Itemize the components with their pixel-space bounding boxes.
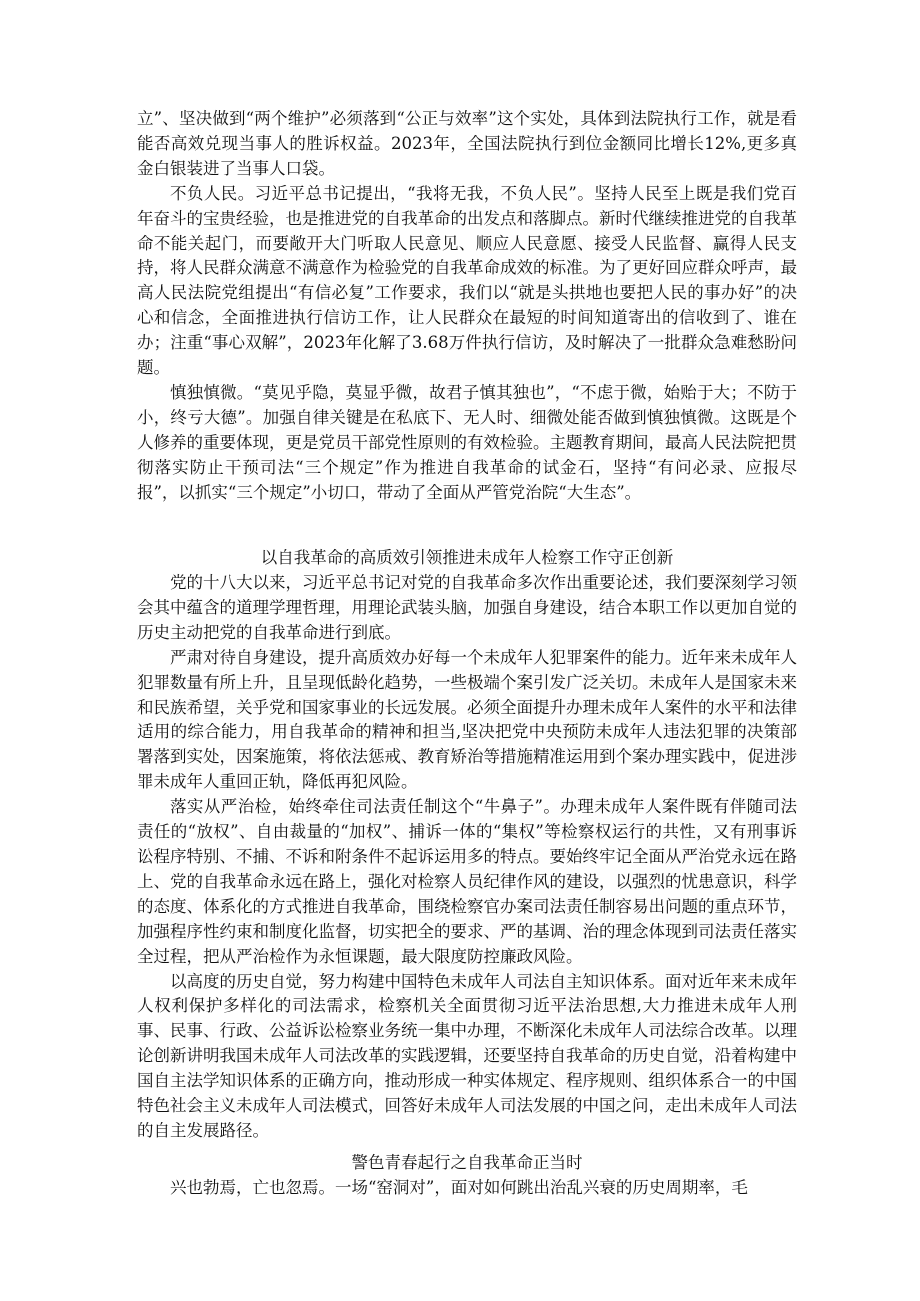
- section-3-title: 警色青春起行之自我革命正当时: [351, 1153, 583, 1172]
- section-3-body: [137, 1176, 797, 1201]
- paragraph: 兴也勃焉，亡也忽焉。一场“窑洞对”，面对如何跳出治乱兴衰的历史周期率，毛: [170, 1178, 748, 1197]
- paragraph: 党的十八大以来，习近平总书记对党的自我革命多次作出重要论述，我们要深刻学习领会其中蕴含的道理学理哲理，用理论武装头脑，加强自身建设，结合本职工作以更加自觉的历史主动把党的自我革命进行到底。: [137, 573, 797, 642]
- paragraph: 慎独慎微。“莫见乎隐，莫显乎微，故君子慎其独也”，“不虑于微，始贻于大；不防于小，终亏大德”。加强自律关键是在私底下、无人时、细微处能否做到慎独慎微。这既是个人修养的重要体现，更是党员干部党性原则的有效检验。主题教育期间，最高人民法院把贯彻落实防止干预司法“三个规定”作为推进自我革命的试金石，坚持“有问必录、应报尽报”，以抓实“三个规定”小切口，带动了全面从严管党治院“大生态”。: [137, 382, 797, 502]
- section-1-body: [137, 107, 797, 506]
- paragraph: 落实从严治检，始终牵住司法责任制这个“牛鼻子”。办理未成年人案件既有伴随司法责任的“放权”、自由裁量的“加权”、捕诉一体的“集权”等检察权运行的共性，又有刑事诉讼程序特别、不捕、不诉和附条件不起诉运用多的特点。要始终牢记全面从严治党永远在路上、党的自我革命永远在路上，强化对检察人员纪律作风的建设，以强烈的忧患意识，科学的态度、体系化的方式推进自我革命，围绕检察官办案司法责任制容易出问题的重点环节，加强程序性约束和制度化监督，切实把全的要求、严的基调、治的理念体现到司法责任落实全过程，把从严治检作为永恒课题，最大限度防控廉政风险。: [137, 797, 797, 966]
- paragraph: 以高度的历史自觉，努力构建中国特色未成年人司法自主知识体系。面对近年来未成年人权利保护多样化的司法需求，检察机关全面贯彻习近平法治思想,大力推进未成年人刑事、民事、行政、公益诉讼检察业务统一集中办理，不断深化未成年人司法综合改革。以理论创新讲明我国未成年人司法改革的实践逻辑，还要坚持自我革命的历史自觉，沿着构建中国自主法学知识体系的正确方向，推动形成一种实体规定、程序规则、组织体系合一的中国特色社会主义未成年人司法模式，回答好未成年人司法发展的中国之问，走出未成年人司法的自主发展路径。: [137, 971, 797, 1140]
- section-2-title: 以自我革命的高质效引领推进未成年人检察工作守正创新: [260, 548, 674, 567]
- paragraph: 不负人民。习近平总书记提出，“我将无我，不负人民”。坚持人民至上既是我们党百年奋斗的宝贵经验，也是推进党的自我革命的出发点和落脚点。新时代继续推进党的自我革命不能关起门，而要敞开大门听取人民意见、顺应人民意愿、接受人民监督、赢得人民支持，将人民群众满意不满意作为检验党的自我革命成效的标准。为了更好回应群众呼声，最高人民法院党组提出“有信必复”工作要求，我们以“就是头拱地也要把人民的事办好”的决心和信念，全面推进执行信访工作，让人民群众在最短的时间知道寄出的信收到了、谁在办；注重“事心双解”，2023年化解了3.68万件执行信访，及时解决了一批群众急难愁盼问题。: [137, 183, 797, 378]
- paragraph: 严肃对待自身建设，提升高质效办好每一个未成年人犯罪案件的能力。近年来未成年人犯罪数量有所上升，且呈现低龄化趋势，一些极端个案引发广泛关切。未成年人是国家未来和民族希望，关乎党和国家事业的长远发展。必须全面提升办理未成年人案件的水平和法律适用的综合能力，用自我革命的精神和担当,坚决把党中央预防未成年人违法犯罪的决策部署落到实处，因案施策，将依法惩戒、教育矫治等措施精准运用到个案办理实践中，促进涉罪未成年人重回正轨，降低再犯风险。: [137, 647, 797, 792]
- section-2-body: [137, 571, 797, 1144]
- paragraph: 立”、坚决做到“两个维护”必须落到“公正与效率”这个实处，具体到法院执行工作，就是看能否高效兑现当事人的胜诉权益。2023年，全国法院执行到位金额同比增长12%,更多真金白银装进了当事人口袋。: [137, 109, 797, 178]
